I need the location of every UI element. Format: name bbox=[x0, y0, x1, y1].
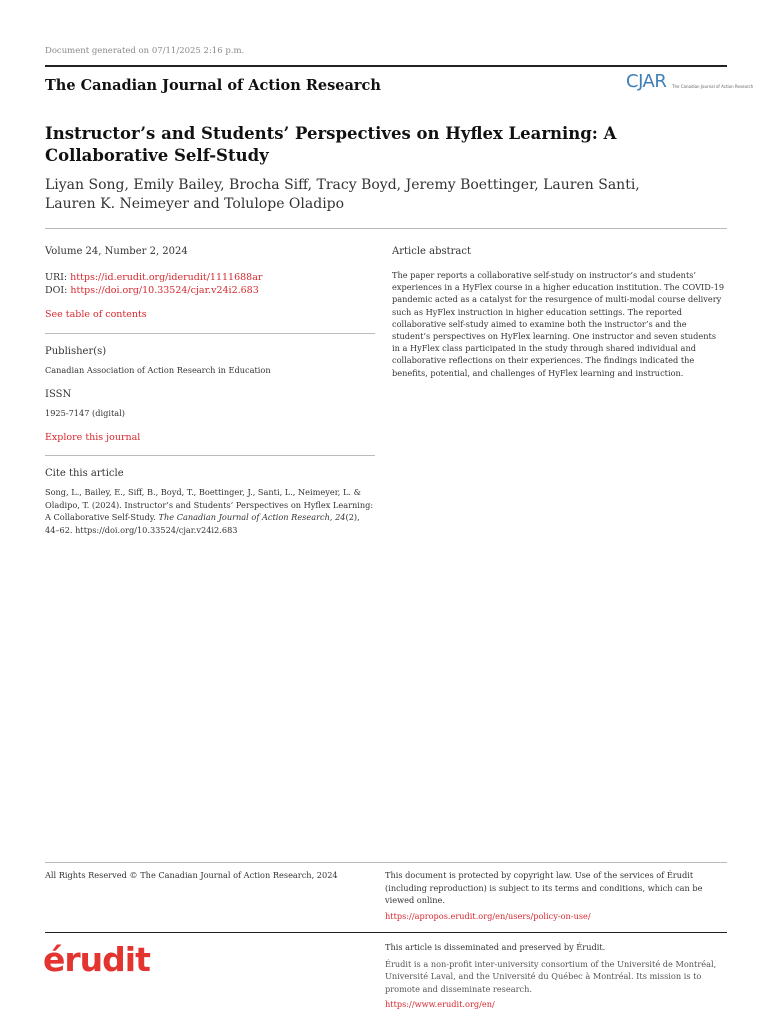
divider bbox=[45, 333, 375, 334]
journal-title: The Canadian Journal of Action Research bbox=[45, 77, 381, 94]
identifiers bbox=[45, 271, 375, 297]
cjar-logo-subtext: The Canadian Journal of Action Research bbox=[672, 84, 754, 89]
generated-date: Document generated on 07/11/2025 2:16 p.m. bbox=[45, 46, 245, 56]
issn-label: ISSN bbox=[45, 389, 72, 401]
erudit-link[interactable]: https://www.erudit.org/en/ bbox=[385, 999, 495, 1009]
section-divider bbox=[45, 228, 727, 229]
erudit-rule bbox=[45, 932, 727, 933]
dissemination-title: This article is disseminated and preserved by Érudit. bbox=[385, 942, 606, 952]
doi-link[interactable]: https://doi.org/10.33524/cjar.v24i2.683 bbox=[70, 285, 259, 296]
divider bbox=[45, 455, 375, 456]
policy-link[interactable]: https://apropos.erudit.org/en/users/policy-on-use/ bbox=[385, 910, 591, 921]
abstract-text: The paper reports a collaborative self-study on instructor’s and students’ experiences in a HyFlex course in a higher education institution. The COVID-19 pandemic acted as a catalyst for the resurgence of multi-modal course delivery such as HyFlex instruction in higher education settings. The reported collaborative self-study aimed to examine both the instructor’s and the student’s perspectives on HyFlex learning. One instructor and seven students in a HyFlex class participated in the study through shared individual and collaborative reflections on their experiences. The findings indicated the benefits, potential, and challenges of HyFlex learning and instruction. bbox=[392, 270, 725, 378]
citation-journal: The Canadian Journal of Action Research bbox=[158, 512, 330, 523]
citation-part-1: Song, L., Bailey, E., Siff, B., Boyd, T., Boettinger, J., Santi, L., Neimeyer, L. & Oladipo, T. (2024). Instructor’s and Students’ Perspectives on Hyflex Learning: A Collaborative Self-Study. bbox=[45, 487, 374, 523]
article-title: Instructor’s and Students’ Perspectives on Hyflex Learning: A Collaborative Self-Study bbox=[45, 124, 617, 165]
footer-rule bbox=[45, 862, 727, 863]
volume-info: Volume 24, Number 2, 2024 bbox=[45, 246, 188, 257]
header-rule bbox=[45, 65, 727, 67]
abstract-label: Article abstract bbox=[392, 246, 471, 257]
publisher-label: Publisher(s) bbox=[45, 346, 107, 357]
uri-label: URI: bbox=[45, 272, 71, 283]
citation-part-2: (2), 44–62. https://doi.org/10.33524/cjar.v24i2.683 bbox=[45, 512, 360, 535]
copyright-text: This document is protected by copyright law. Use of the services of Érudit (including reproduction) is subject to its terms and conditions, which can be viewed online. bbox=[385, 870, 703, 905]
cite-label: Cite this article bbox=[45, 468, 124, 480]
issn-value: 1925-7147 (digital) bbox=[45, 408, 125, 419]
rights-statement: All Rights Reserved © The Canadian Journal of Action Research, 2024 bbox=[45, 870, 338, 880]
doi-label: DOI: bbox=[45, 285, 71, 296]
article-metadata bbox=[45, 246, 375, 536]
copyright-notice bbox=[385, 869, 725, 922]
abstract-section bbox=[392, 246, 726, 379]
erudit-logo[interactable]: érudit bbox=[43, 940, 150, 979]
cjar-logo-text: CJAR bbox=[626, 71, 667, 92]
publisher-name: Canadian Association of Action Research in Education bbox=[45, 365, 271, 375]
dissemination-text: Érudit is a non-profit inter-university consortium of the Université de Montréal, Université Laval, and the Université du Québec à Montréal. Its mission is to promote and disseminate research. bbox=[385, 958, 717, 994]
citation-volume: 24 bbox=[335, 512, 346, 523]
article-authors: Liyan Song, Emily Bailey, Brocha Siff, Tracy Boyd, Jeremy Boettinger, Lauren Santi, Lauren K. Neimeyer and Tolulope Oladipo bbox=[45, 177, 640, 212]
explore-journal-link[interactable]: Explore this journal bbox=[45, 432, 141, 444]
dissemination-notice bbox=[385, 941, 725, 1011]
toc-link[interactable]: See table of contents bbox=[45, 309, 147, 320]
cjar-logo bbox=[626, 71, 754, 101]
citation-text: Song, L., Bailey, E., Siff, B., Boyd, T., Boettinger, J., Santi, L., Neimeyer, L. & Oladipo, T. (2024). Instructor’s and Students’ Perspectives on Hyflex Learning: A Collaborative Self-Study. The Canadian Journal of Action Research, 24(2), 44–62. https://doi.org/10.33524/cjar.v24i2.683 bbox=[45, 487, 374, 535]
uri-link[interactable]: https://id.erudit.org/iderudit/1111688ar bbox=[70, 272, 263, 283]
